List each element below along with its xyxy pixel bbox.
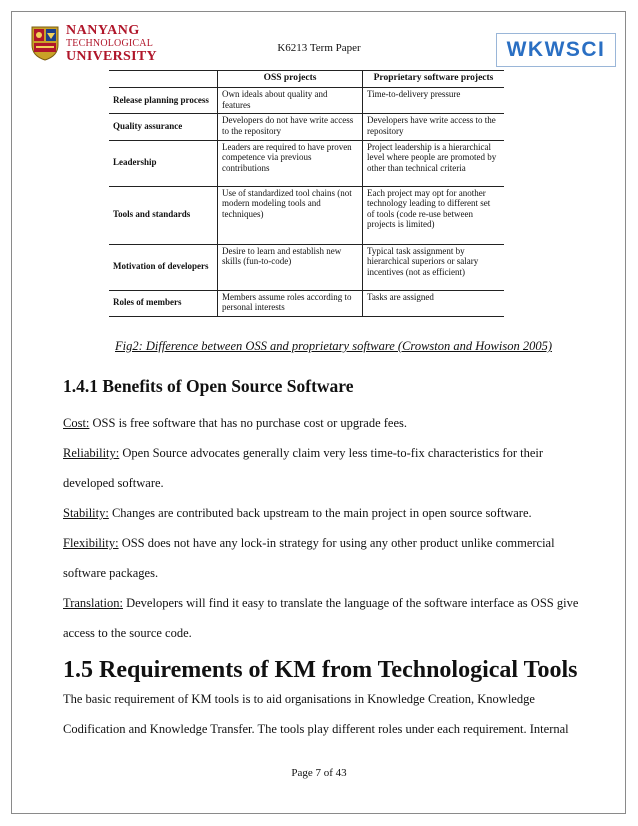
row-label: Tools and standards xyxy=(109,186,218,244)
table-row xyxy=(109,88,504,114)
section-heading-1-5: 1.5 Requirements of KM from Technological Tools xyxy=(63,657,578,683)
page-number: Page 7 of 43 xyxy=(291,767,347,779)
table-row xyxy=(109,186,504,244)
section-heading-1-4-1: 1.4.1 Benefits of Open Source Software xyxy=(63,376,354,396)
proprietary-cell: Typical task assignment by hierarchical superiors or salary incentives (not as efficient) xyxy=(363,244,505,290)
row-label: Release planning process xyxy=(109,88,218,114)
table-header-cell: Proprietary software projects xyxy=(363,71,505,88)
translation-text: Developers will find it easy to translate the language of the software interface as OSS give xyxy=(122,596,579,610)
flexibility-text: OSS does not have any lock-in strategy for using any other product unlike commercial xyxy=(118,536,555,550)
oss-cell: Members assume roles according to personal interests xyxy=(218,290,363,316)
ntu-line-3: UNIVERSITY xyxy=(66,49,157,64)
proprietary-cell: Project leadership is a hierarchical level where people are promoted by other than technical criteria xyxy=(363,140,505,186)
translation-paragraph xyxy=(63,596,578,611)
ntu-line-2: TECHNOLOGICAL xyxy=(66,38,154,49)
oss-cell: Desire to learn and establish new skills (fun-to-code) xyxy=(218,244,363,290)
cost-paragraph xyxy=(63,416,407,431)
table-row xyxy=(109,290,504,316)
cost-term: Cost: xyxy=(63,416,90,430)
stability-text: Changes are contributed back upstream to the main project in open source software. xyxy=(108,506,532,520)
wkwsci-logo xyxy=(496,33,616,67)
wkwsci-logo-text: WKWSCI xyxy=(506,38,606,61)
translation-paragraph-continued: access to the source code. xyxy=(63,626,192,640)
table-header-row xyxy=(109,71,504,88)
reliability-text: Open Source advocates generally claim very less time-to-fix characteristics for their xyxy=(119,446,544,460)
row-label: Quality assurance xyxy=(109,114,218,140)
km-requirements-paragraph: The basic requirement of KM tools is to aid organisations in Knowledge Creation, Knowledge xyxy=(63,692,535,706)
flexibility-term: Flexibility: xyxy=(63,536,119,550)
reliability-paragraph xyxy=(63,446,543,461)
km-requirements-paragraph-continued: Codification and Knowledge Transfer. The tools play different roles under each requirement. Internal xyxy=(63,722,569,736)
flexibility-paragraph-continued: software packages. xyxy=(63,566,159,580)
proprietary-cell: Developers have write access to the repository xyxy=(363,114,505,140)
reliability-paragraph-continued: developed software. xyxy=(63,476,164,490)
row-label: Motivation of developers xyxy=(109,244,218,290)
translation-term: Translation: xyxy=(63,596,123,610)
row-label: Leadership xyxy=(109,140,218,186)
proprietary-cell: Time-to-delivery pressure xyxy=(363,88,505,114)
table-row xyxy=(109,244,504,290)
table-row xyxy=(109,140,504,186)
proprietary-cell: Each project may opt for another technology leading to different set of tools (code re-use between projects is limited) xyxy=(363,186,505,244)
running-title: K6213 Term Paper xyxy=(277,42,361,54)
table-row xyxy=(109,114,504,140)
table-header-cell: OSS projects xyxy=(218,71,363,88)
oss-cell: Leaders are required to have proven competence via previous contributions xyxy=(218,140,363,186)
stability-paragraph xyxy=(63,506,532,521)
stability-term: Stability: xyxy=(63,506,109,520)
figure-caption: Fig2: Difference between OSS and proprietary software (Crowston and Howison 2005) xyxy=(115,339,552,353)
oss-cell: Developers do not have write access to the repository xyxy=(218,114,363,140)
cost-text: OSS is free software that has no purchase cost or upgrade fees. xyxy=(89,416,408,430)
table-header-cell xyxy=(109,71,218,88)
ntu-line-1: NANYANG xyxy=(66,23,140,38)
oss-vs-proprietary-table xyxy=(109,70,504,317)
proprietary-cell: Tasks are assigned xyxy=(363,290,505,316)
page-header xyxy=(0,0,638,70)
row-label: Roles of members xyxy=(109,290,218,316)
reliability-term: Reliability: xyxy=(63,446,120,460)
oss-cell: Own ideals about quality and features xyxy=(218,88,363,114)
flexibility-paragraph xyxy=(63,536,555,551)
oss-cell: Use of standardized tool chains (not modern modeling tools and techniques) xyxy=(218,186,363,244)
